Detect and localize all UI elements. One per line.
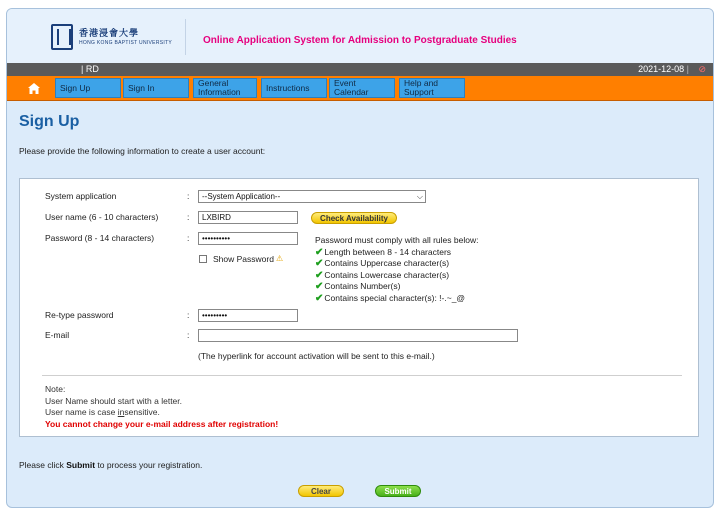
nav-general-information[interactable]: General Information bbox=[193, 78, 257, 98]
check-availability-button[interactable]: Check Availability bbox=[311, 212, 397, 224]
show-password-checkbox[interactable] bbox=[199, 255, 207, 263]
chevron-down-icon: ⌵ bbox=[416, 192, 423, 201]
password-input[interactable]: •••••••••• bbox=[198, 232, 298, 245]
system-title: Online Application System for Admission to Postgraduate Studies bbox=[203, 35, 517, 46]
header-banner bbox=[7, 9, 713, 63]
username-input[interactable]: LXBIRD bbox=[198, 211, 298, 224]
check-icon: ✔ bbox=[315, 269, 324, 281]
clear-button[interactable]: Clear bbox=[298, 485, 344, 497]
nav-sign-up[interactable]: Sign Up bbox=[55, 78, 121, 98]
retype-password-label: Re-type password bbox=[45, 310, 114, 320]
username-label: User name (6 - 10 characters) bbox=[45, 212, 159, 222]
password-label: Password (8 - 14 characters) bbox=[45, 233, 155, 243]
home-icon[interactable] bbox=[17, 76, 51, 100]
signup-form bbox=[19, 178, 699, 437]
note-divider bbox=[42, 375, 682, 376]
colon: : bbox=[187, 330, 190, 340]
email-hint: (The hyperlink for account activation will be sent to this e-mail.) bbox=[198, 351, 435, 361]
system-application-label: System application bbox=[45, 191, 117, 201]
status-user: | RD bbox=[81, 64, 99, 74]
note-warning: You cannot change your e-mail address after registration! bbox=[45, 418, 279, 429]
nav-instructions[interactable]: Instructions bbox=[261, 78, 327, 98]
logout-icon[interactable]: ⊘ bbox=[698, 64, 706, 74]
colon: : bbox=[187, 310, 190, 320]
banner-divider bbox=[185, 19, 186, 55]
password-rule: ✔ Contains Number(s) bbox=[315, 281, 401, 292]
password-rule: ✔ Contains special character(s): !-.~_@ bbox=[315, 292, 466, 304]
note-line-1: User Name should start with a letter. bbox=[45, 395, 183, 406]
show-password-label: Show Password bbox=[213, 254, 274, 264]
logo-chinese-name: 香港浸會大學 bbox=[79, 28, 140, 38]
email-label: E-mail bbox=[45, 330, 70, 340]
logo-emblem-icon bbox=[51, 24, 73, 50]
nav-help-support[interactable]: Help and Support bbox=[399, 78, 465, 98]
colon: : bbox=[187, 233, 190, 243]
password-rules-heading: Password must comply with all rules below: bbox=[315, 235, 479, 245]
check-icon: ✔ bbox=[315, 246, 324, 258]
email-input[interactable] bbox=[198, 329, 518, 342]
retype-password-input[interactable]: ••••••••• bbox=[198, 309, 298, 322]
application-frame bbox=[6, 8, 714, 508]
submit-instruction: Please click Submit to process your registration. bbox=[19, 460, 203, 470]
university-logo[interactable] bbox=[51, 24, 181, 54]
page-intro: Please provide the following information to create a user account: bbox=[19, 146, 266, 156]
check-icon: ✔ bbox=[315, 258, 324, 269]
password-rule: ✔ Length between 8 - 14 characters bbox=[315, 246, 452, 258]
check-icon: ✔ bbox=[315, 281, 324, 292]
status-bar bbox=[7, 63, 713, 76]
nav-event-calendar[interactable]: Event Calendar bbox=[329, 78, 395, 98]
logo-english-name: HONG KONG BAPTIST UNIVERSITY bbox=[79, 40, 173, 46]
password-rules bbox=[315, 235, 478, 304]
colon: : bbox=[187, 191, 190, 201]
warning-icon: ⚠ bbox=[276, 254, 284, 263]
note-section bbox=[45, 384, 278, 430]
note-line-2: User name is case insensitive. bbox=[45, 407, 160, 417]
system-application-select[interactable]: --System Application-- ⌵ bbox=[198, 190, 426, 203]
main-content bbox=[7, 101, 713, 508]
main-navigation bbox=[7, 76, 713, 101]
submit-button[interactable]: Submit bbox=[375, 485, 421, 497]
page-title: Sign Up bbox=[19, 113, 80, 130]
password-rule: ✔ Contains Lowercase character(s) bbox=[315, 269, 450, 281]
status-date: 2021-12-08 | bbox=[638, 64, 689, 74]
note-heading: Note: bbox=[45, 384, 66, 394]
colon: : bbox=[187, 212, 190, 222]
check-icon: ✔ bbox=[315, 292, 324, 304]
nav-sign-in[interactable]: Sign In bbox=[123, 78, 189, 98]
password-rule: ✔ Contains Uppercase character(s) bbox=[315, 258, 450, 269]
